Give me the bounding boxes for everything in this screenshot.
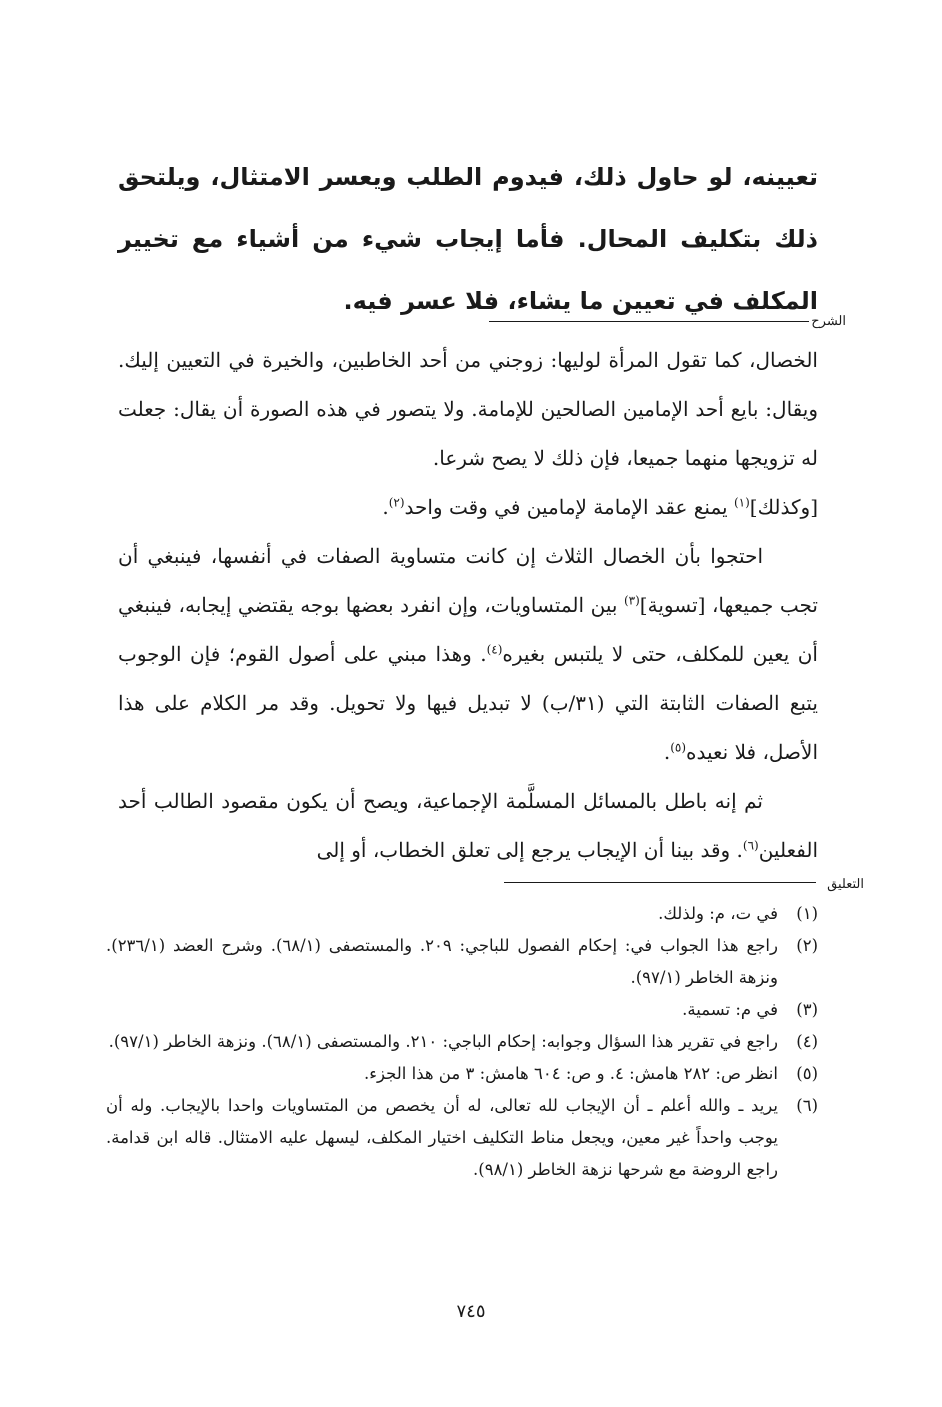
footnote bbox=[106, 898, 818, 930]
sharh-paragraph-2: [وكذلك]$^{(١)}$ يمنع عقد الإمامة لإمامين في وقت واحد$^{(٢)}$. bbox=[382, 495, 818, 519]
footnotes bbox=[106, 898, 818, 1186]
footnote-number: (١) bbox=[796, 904, 818, 923]
footnote-ref-2: (٢) bbox=[388, 495, 405, 510]
sharh-label: الشرح bbox=[811, 314, 846, 329]
footnote bbox=[106, 1058, 818, 1090]
sharh-paragraph-3: احتجوا بأن الخصال الثلاث إن كانت متساوية الصفات في أنفسها، فينبغي أن تجب جميعها، [تسوية]$^{(٣)}$ بين المتساويات، وإن انفرد بعضها بوجه يقتضي إيجابه، فينبغي أن يعين للمكلف، حتى لا يلتبس بغيره$^{(٤)}$. وهذا مبني على أصول القوم؛ فإن الوجوب يتبع الصفات الثابتة التي (٣١/ب) لا تبديل فيها ولا تحويل. وقد مر الكلام على هذا الأصل، فلا نعيده$^{(٥)}$. bbox=[118, 544, 818, 764]
page-number: ٧٤٥ bbox=[456, 1301, 486, 1322]
footnote-ref-1: (١) bbox=[733, 495, 750, 510]
footnote-number: (٣) bbox=[796, 1000, 818, 1019]
footnote-text: انظر ص: ٢٨٢ هامش: ٤. و ص: ٦٠٤ هامش: ٣ من هذا الجزء. bbox=[364, 1064, 778, 1083]
footnote bbox=[106, 1090, 818, 1186]
sharh-divider bbox=[489, 321, 809, 322]
footnote bbox=[106, 994, 818, 1026]
taliq-label: التعليق bbox=[827, 877, 864, 892]
footnote-number: (٥) bbox=[796, 1064, 818, 1083]
footnote-text: في ت، م: ولذلك. bbox=[658, 904, 778, 923]
footnote-text: راجع في تقرير هذا السؤال وجوابه: إحكام الباجي: ٢١٠. والمستصفى (٦٨/١). ونزهة الخاطر (٩٧/١). bbox=[108, 1032, 778, 1051]
footnote-ref-4: (٤) bbox=[486, 642, 503, 657]
sharh-paragraph-1: الخصال، كما تقول المرأة لوليها: زوجني من أحد الخاطبين، والخيرة في التعيين إليك. ويقال: بايع أحد الإمامين الصالحين للإمامة. ولا يتصور في هذه الصورة أن يقال: جعلت له تزويجها منهما جميعا، فإن ذلك لا يصح شرعا. bbox=[118, 348, 818, 470]
footnote-text: راجع هذا الجواب في: إحكام الفصول للباجي: ٢٠٩. والمستصفى (٦٨/١). وشرح العضد (٢٣٦/١). ونزهة الخاطر (٩٧/١). bbox=[106, 936, 778, 987]
footnote-ref-5: (٥) bbox=[670, 740, 687, 755]
footnote bbox=[106, 1026, 818, 1058]
footnote bbox=[106, 930, 818, 994]
footnote-number: (٦) bbox=[796, 1096, 818, 1115]
matn-text bbox=[118, 146, 818, 332]
footnote-number: (٢) bbox=[796, 936, 818, 955]
footnote-number: (٤) bbox=[796, 1032, 818, 1051]
footnote-text: في م: تسمية. bbox=[682, 1000, 778, 1019]
footnote-text: يريد ـ والله أعلم ـ أن الإيجاب لله تعالى، له أن يخصص من المتساويات واحدا بالإيجاب. وله أن يوجب واحداً غير معين، ويجعل مناط التكليف اختيار المكلف، ليسهل عليه الامتثال. قاله ابن قدامة. راجع الروضة مع شرحها نزهة الخاطر (٩٨/١). bbox=[106, 1096, 778, 1179]
footnote-ref-3: (٣) bbox=[623, 593, 640, 608]
footnote-ref-6: (٦) bbox=[742, 838, 759, 853]
sharh-paragraph-4: ثم إنه باطل بالمسائل المسلَّمة الإجماعية، ويصح أن يكون مقصود الطالب أحد الفعلين$^{(٦)}$. وقد بينا أن الإيجاب يرجع إلى تعلق الخطاب، أو إلى bbox=[118, 789, 818, 862]
sharh-text bbox=[118, 336, 818, 875]
matn-paragraph: تعيينه، لو حاول ذلك، فيدوم الطلب ويعسر الامتثال، ويلتحق ذلك بتكليف المحال. فأما إيجاب شيء من أشياء مع تخيير المكلف في تعيين ما يشاء، فلا عسر فيه. bbox=[118, 163, 818, 315]
taliq-divider bbox=[504, 882, 816, 883]
